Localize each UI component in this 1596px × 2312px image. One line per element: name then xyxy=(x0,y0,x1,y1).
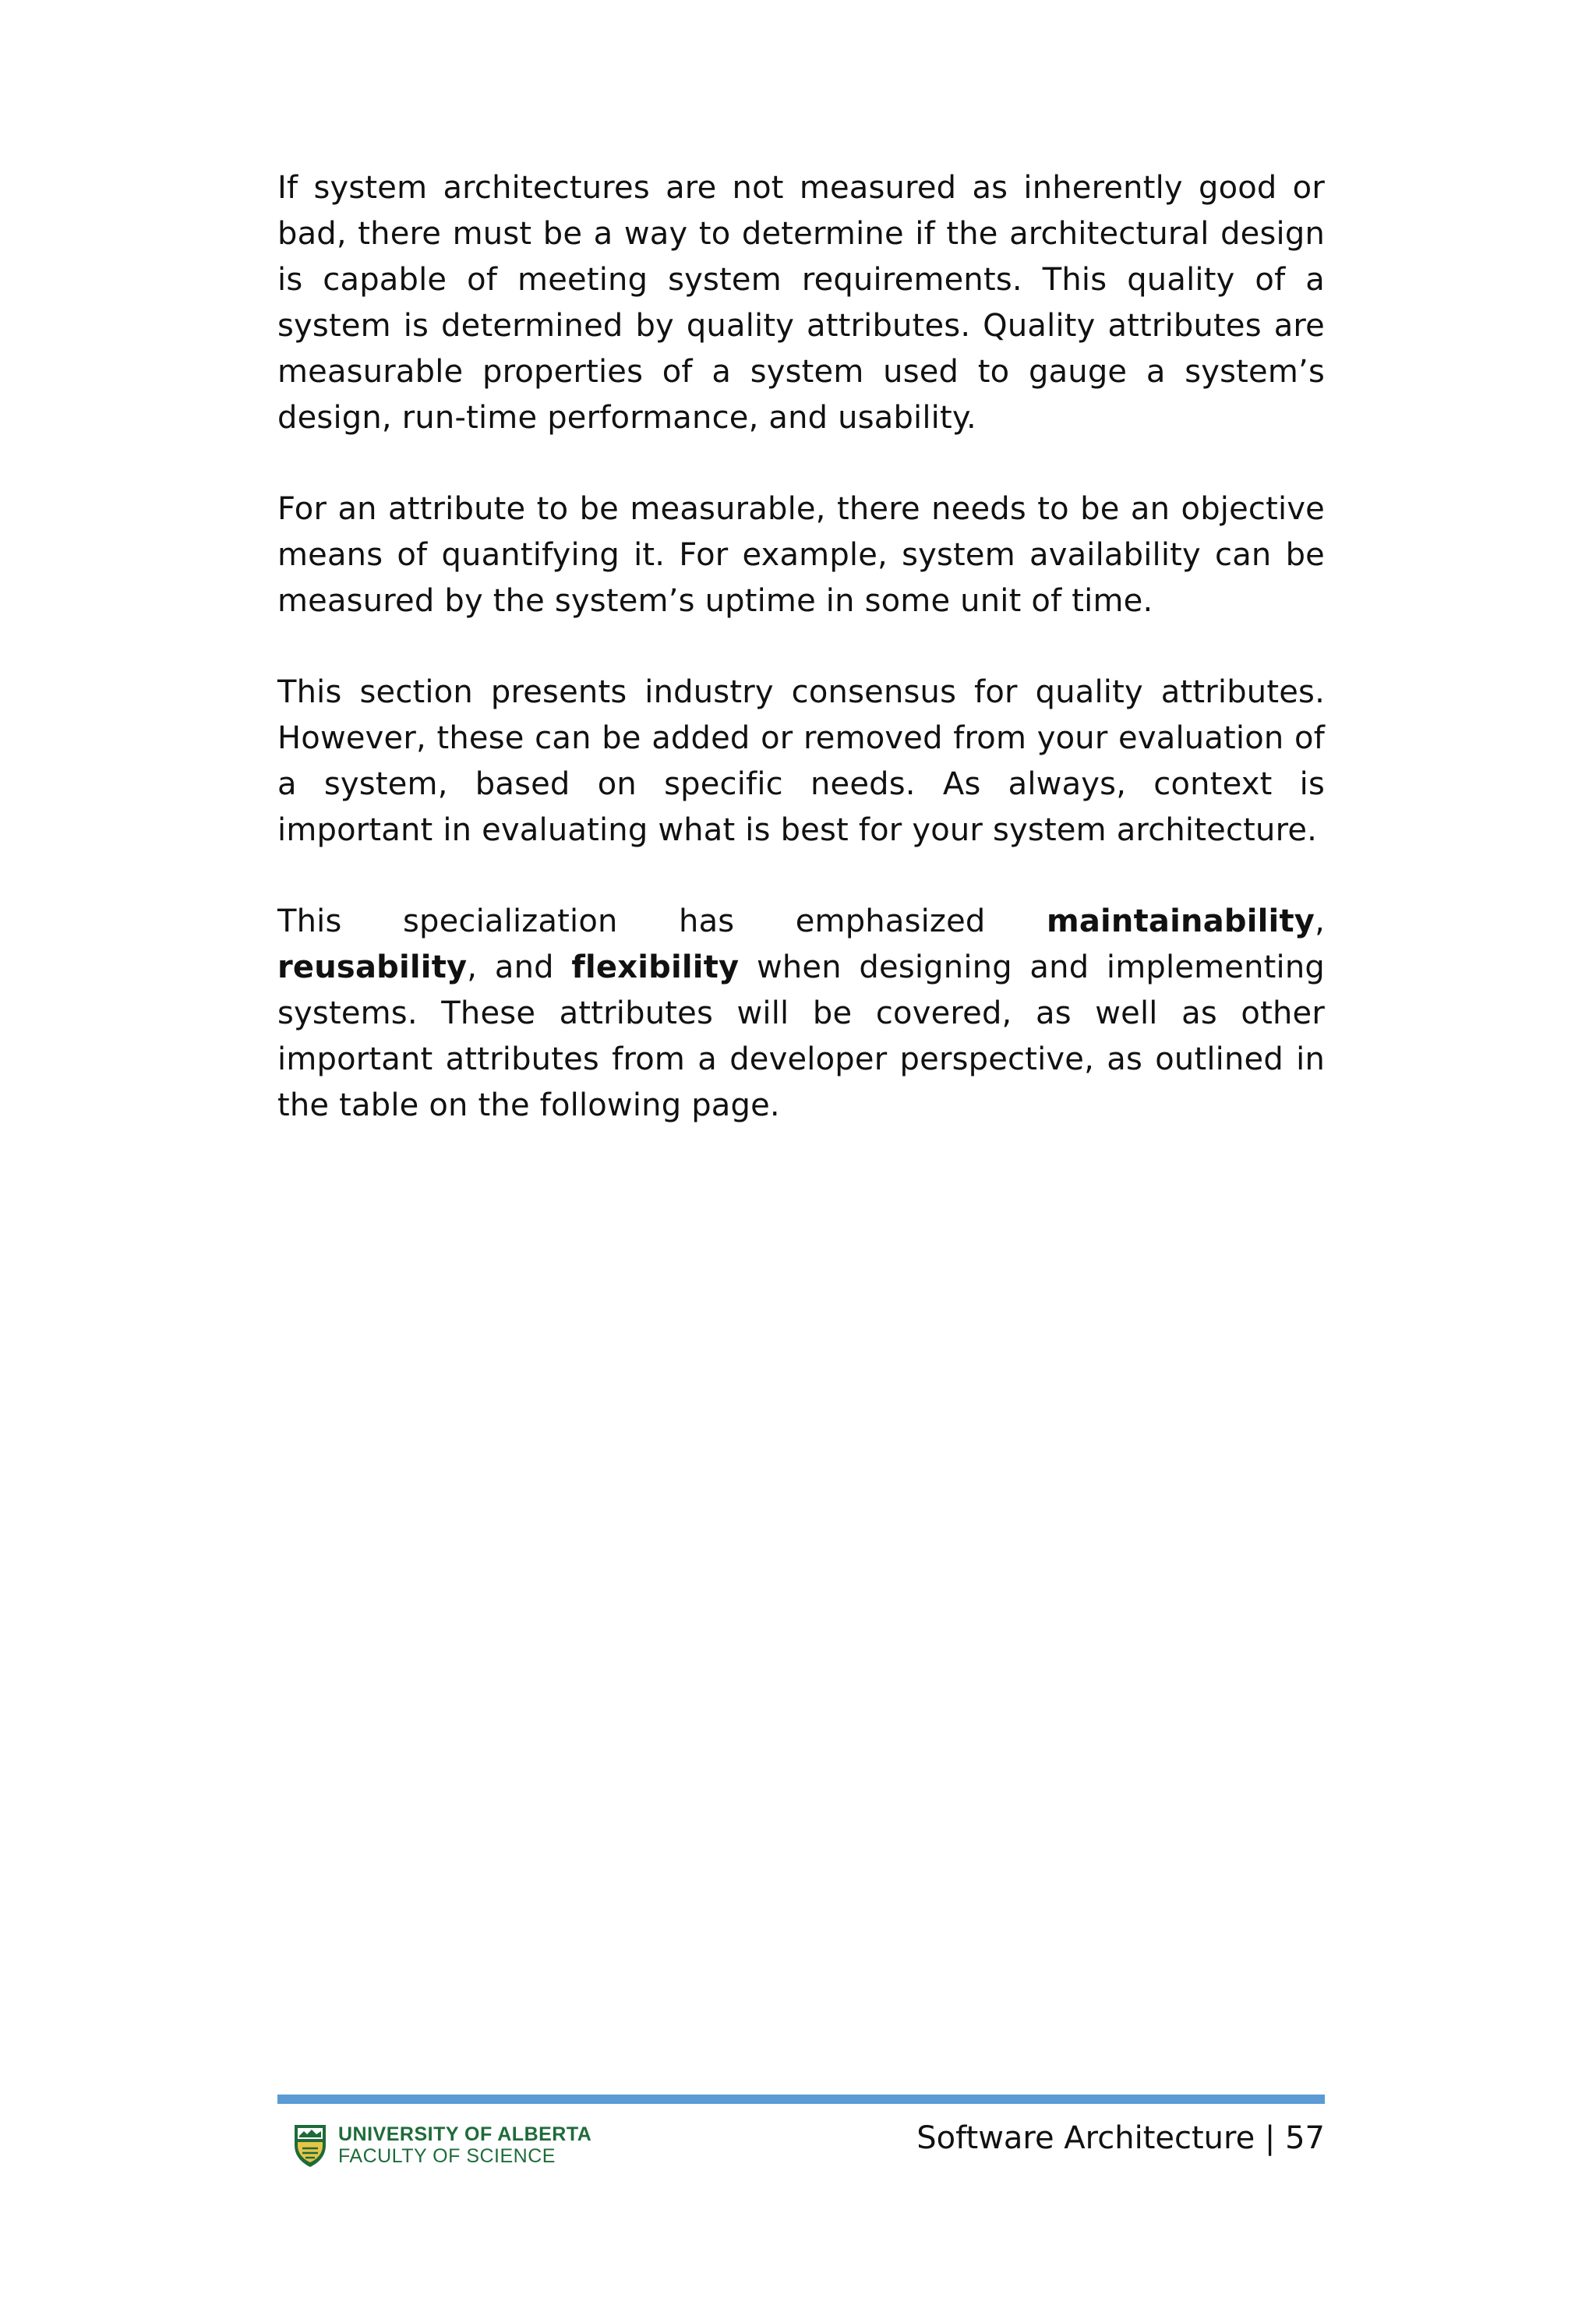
page-body xyxy=(277,165,1325,1174)
logo-wordmark xyxy=(338,2123,591,2167)
separator-text: , and xyxy=(467,949,572,985)
logo-university-name: UNIVERSITY OF ALBERTA xyxy=(338,2123,592,2145)
paragraph-specialization-emphasis xyxy=(277,899,1325,1129)
university-logo xyxy=(293,2122,591,2169)
emphasis-suffix-text: when designing and implementing systems. These attributes will be covered, as well as other important attributes from a developer perspective, as outlined in the table on the following page. xyxy=(277,949,1325,1123)
emphasis-prefix-text: This specialization has emphasized xyxy=(277,903,1047,939)
footer-divider xyxy=(277,2095,1325,2104)
separator-text: , xyxy=(1315,903,1325,939)
paragraph-quality-attributes-intro: If system architectures are not measured as inherently good or bad, there must be a way to determine if the architectural design is capable of meeting system requirements. This quality of a system is determined by quality attributes. Quality attributes are measurable properties of a system used to gauge a system’s design, run-time performance, and usability. xyxy=(277,170,1325,436)
paragraph-industry-consensus: This section presents industry consensus for quality attributes. However, these can be added or removed from your evaluation of a system, based on specific needs. As always, context is important in evaluating what is best for your system architecture. xyxy=(277,674,1325,848)
bold-term-flexibility: flexibility xyxy=(571,949,740,985)
paragraph-measurable-attributes: For an attribute to be measurable, there needs to be an objective means of quantifying it. For example, system availability can be measured by the system’s uptime in some unit of time. xyxy=(277,491,1325,619)
shield-crest-icon xyxy=(293,2122,327,2169)
logo-faculty-name: FACULTY OF SCIENCE xyxy=(338,2145,556,2167)
bold-term-reusability: reusability xyxy=(277,949,468,985)
footer-page-label: Software Architecture | 57 xyxy=(916,2120,1325,2156)
bold-term-maintainability: maintainability xyxy=(1046,903,1315,939)
